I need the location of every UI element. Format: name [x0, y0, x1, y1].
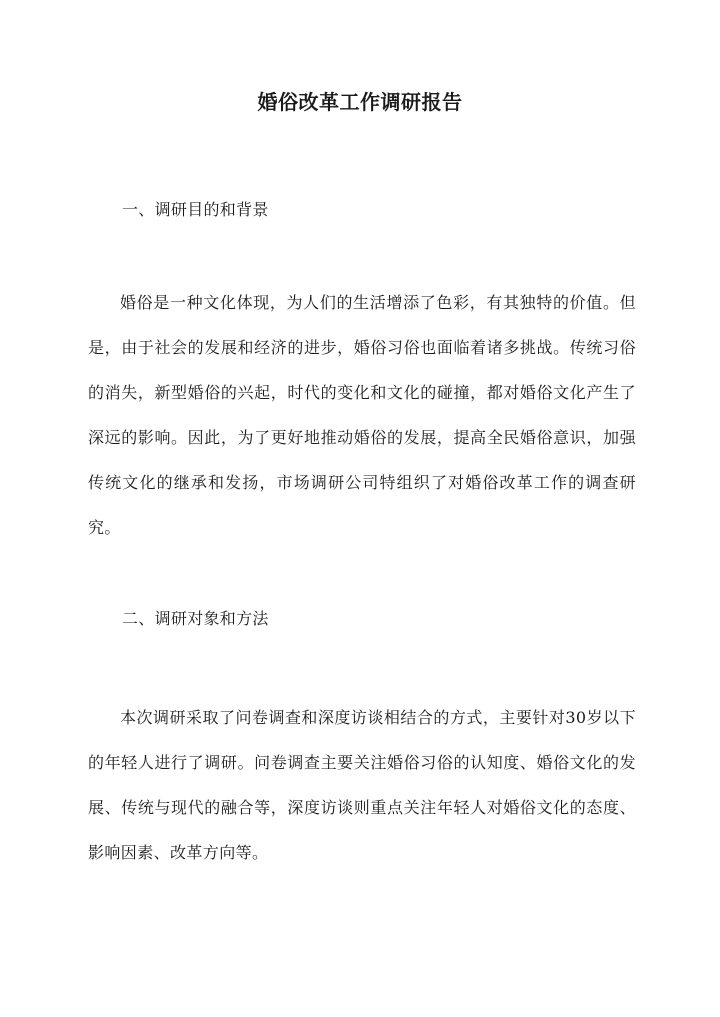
section-heading-purpose: 一、调研目的和背景 — [122, 200, 269, 219]
section-heading-method: 二、调研对象和方法 — [122, 609, 269, 628]
section-paragraph-purpose: 婚俗是一种文化体现，为人们的生活增添了色彩，有其独特的价值。但是，由于社会的发展和经济的进步，婚俗习俗也面临着诸多挑战。传统习俗的消失，新型婚俗的兴起，时代的变化和文化的碰撞，都对婚俗文化产生了深远的影响。因此，为了更好地推动婚俗的发展，提高全民婚俗意识，加强传统文化的继承和发扬，市场调研公司特组织了对婚俗改革工作的调查研究。 — [88, 293, 636, 537]
document-title: 婚俗改革工作调研报告 — [257, 90, 463, 114]
section-paragraph-method: 本次调研采取了问卷调查和深度访谈相结合的方式，主要针对30岁以下的年轻人进行了调研。问卷调查主要关注婚俗习俗的认知度、婚俗文化的发展、传统与现代的融合等，深度访谈则重点关注年轻人对婚俗文化的态度、影响因素、改革方向等。 — [88, 708, 636, 862]
